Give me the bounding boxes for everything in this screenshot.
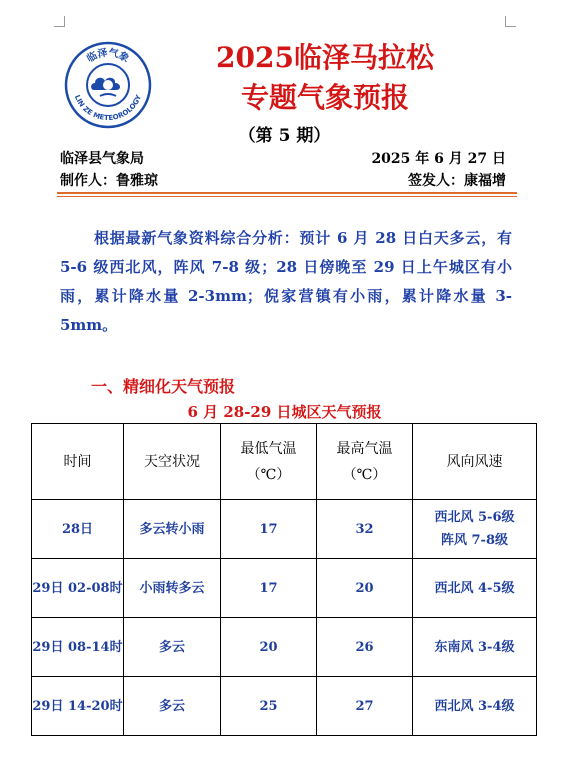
cell-sky: 多云: [124, 677, 221, 736]
header-max-temp: 最高气温 （℃）: [317, 424, 413, 500]
section-heading: 一、精细化天气预报: [91, 377, 236, 396]
cell-min-temp: 17: [221, 559, 317, 618]
cell-sky: 小雨转多云: [124, 559, 221, 618]
cell-time: 29日 02-08时: [32, 559, 124, 618]
doc-title-line1: 2025临泽马拉松: [216, 41, 434, 74]
meteorology-logo: [64, 41, 152, 129]
issue-date: 2025 年 6 月 27 日: [371, 151, 506, 167]
cell-time: 29日 08-14时: [32, 618, 124, 677]
cell-time: 29日 14-20时: [32, 677, 124, 736]
doc-title-line2: 专题气象预报: [240, 81, 409, 114]
table-row: [32, 618, 537, 677]
cell-max-temp: 20: [317, 559, 413, 618]
table-row: [32, 677, 537, 736]
crop-mark-top-left: [54, 16, 65, 27]
cell-time: 28日: [32, 500, 124, 559]
cell-min-temp: 25: [221, 677, 317, 736]
author: 制作人：鲁雅琼: [60, 173, 158, 189]
cell-wind: 西北风 3-4级: [413, 677, 537, 736]
header-divider: [57, 192, 517, 194]
header-wind: 风向风速: [413, 424, 537, 500]
cell-min-temp: 20: [221, 618, 317, 677]
table-header-row: [32, 424, 537, 500]
header-time: 时间: [32, 424, 124, 500]
summary-paragraph: 根据最新气象资料综合分析：预计 6 月 28 日白天多云，有 5-6 级西北风，阵风 7-8 级；28 日傍晚至 29 日上午城区有小雨，累计降水量 2-3mm；倪家营镇有小雨，累计降水量 3-5mm。: [60, 229, 512, 334]
cell-min-temp: 17: [221, 500, 317, 559]
cell-wind: 西北风 5-6级 阵风 7-8级: [413, 500, 537, 559]
header-min-temp: 最低气温 （℃）: [221, 424, 317, 500]
header-divider-thin: [57, 196, 517, 197]
table-caption: 6 月 28-29 日城区天气预报: [187, 403, 382, 421]
signer: 签发人：康福增: [408, 173, 506, 189]
table-row: [32, 559, 537, 618]
cell-wind: 西北风 4-5级: [413, 559, 537, 618]
crop-mark-top-right: [505, 16, 516, 27]
cell-max-temp: 32: [317, 500, 413, 559]
issue-number: （第 5 期）: [238, 126, 331, 146]
table-row: [32, 500, 537, 559]
cell-max-temp: 26: [317, 618, 413, 677]
logo-bottom-text: LIN ZE METEOROLOGY: [72, 93, 144, 123]
issuing-org: 临泽县气象局: [60, 151, 144, 167]
header-sky: 天空状况: [124, 424, 221, 500]
cell-wind: 东南风 3-4级: [413, 618, 537, 677]
cell-max-temp: 27: [317, 677, 413, 736]
logo-top-text: 临泽气象: [85, 47, 131, 65]
cell-sky: 多云转小雨: [124, 500, 221, 559]
forecast-table: [31, 423, 537, 736]
cell-sky: 多云: [124, 618, 221, 677]
